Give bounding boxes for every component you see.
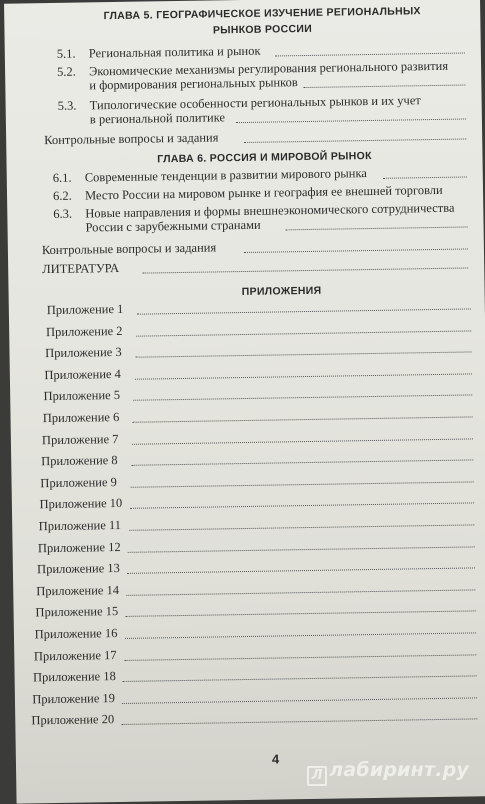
- leader-dots: [133, 416, 473, 422]
- leader-dots: [286, 226, 468, 230]
- appendix-entry: [15, 685, 485, 708]
- appendix-entry-label: Приложение 7: [41, 431, 119, 447]
- appendix-entry: [9, 318, 485, 341]
- toc-entry-5-1: [56, 40, 477, 61]
- toc-entry-number: 6.3.: [53, 206, 73, 221]
- appendix-entry: [11, 469, 485, 492]
- appendix-entry-label: Приложение 20: [31, 712, 115, 728]
- leader-dots: [132, 438, 473, 444]
- appendix-entry: [11, 447, 485, 470]
- toc-entry-title: Контрольные вопросы и задания: [44, 130, 219, 148]
- appendix-entry: [15, 663, 485, 686]
- leader-dots: [126, 611, 476, 617]
- appendix-entry-label: Приложение 19: [32, 690, 116, 707]
- appendix-entry-label: Приложение 17: [33, 647, 117, 663]
- toc-entry-number: 5.3.: [57, 98, 77, 113]
- appendix-entry-label: Приложение 8: [41, 453, 118, 469]
- appendix-entry-label: Приложение 6: [42, 409, 120, 426]
- appendix-entry: [13, 555, 485, 578]
- leader-dots: [126, 589, 475, 595]
- toc-entry-5-2: [57, 58, 477, 95]
- leader-dots: [123, 676, 477, 683]
- toc-entry-number: 6.1.: [52, 170, 72, 185]
- appendix-entry: [11, 426, 485, 449]
- toc-entry-number: 6.2.: [52, 188, 72, 203]
- leader-dots: [122, 719, 478, 726]
- toc-entry-number: 5.2.: [56, 64, 76, 79]
- leader-dots: [383, 176, 467, 178]
- toc-entry-title: Контрольные вопросы и задания: [41, 240, 217, 258]
- appendix-entry: [10, 383, 485, 406]
- leader-dots: [134, 373, 471, 379]
- leader-dots: [128, 546, 475, 552]
- appendix-entry: [9, 339, 485, 362]
- toc-entry-title: Экономические механизмы регулирования регионального развития: [88, 58, 449, 79]
- leader-dots: [125, 632, 476, 639]
- toc-questions-ch6: [42, 236, 480, 257]
- chapter5-title: [44, 2, 480, 41]
- toc-entry-title: ЛИТЕРАТУРА: [42, 260, 120, 277]
- chapter6-title: [46, 146, 482, 169]
- appendix-entry: [13, 577, 485, 600]
- appendix-entry-label: Приложение 18: [32, 669, 116, 685]
- book-page: [4, 0, 485, 804]
- leader-dots: [275, 53, 465, 57]
- appendix-entry-label: Приложение 13: [36, 561, 120, 577]
- appendix-entry: [10, 404, 485, 427]
- leader-dots: [130, 503, 474, 509]
- appendix-entry-label: Приложение 4: [44, 366, 121, 382]
- toc-entry-6-3: [53, 200, 479, 237]
- appendix-title-text: ПРИЛОЖЕНИЯ: [241, 284, 322, 299]
- chapter5-title-line1: ГЛАВА 5. ГЕОГРАФИЧЕСКОЕ ИЗУЧЕНИЕ РЕГИОНАЛЬНЫХ: [103, 5, 421, 23]
- leader-dots: [142, 267, 468, 273]
- leader-dots: [127, 568, 475, 574]
- toc-entry-title: Современные тенденции в развитии мирового рынка: [84, 166, 367, 185]
- leader-dots: [244, 248, 468, 253]
- toc-entry-title-cont: и формирования региональных рынков: [89, 75, 298, 93]
- appendix-entry: [12, 534, 485, 557]
- appendix-entry: [15, 707, 485, 730]
- leader-dots: [129, 524, 474, 530]
- appendix-entry-label: Приложение 10: [39, 496, 123, 512]
- leader-dots: [303, 85, 465, 89]
- toc-questions-ch5: [44, 126, 478, 147]
- appendix-list: [9, 296, 485, 743]
- appendix-entry-label: Приложение 11: [38, 517, 122, 534]
- appendix-entry-label: Приложение 2: [45, 323, 123, 339]
- appendix-entry-label: Приложение 15: [35, 604, 119, 620]
- appendix-entry-label: Приложение 16: [34, 626, 118, 642]
- appendix-entry: [14, 642, 485, 665]
- toc-entry-5-3: [58, 92, 478, 129]
- leader-dots: [236, 118, 466, 123]
- leader-dots: [135, 352, 471, 358]
- leader-dots: [122, 697, 477, 704]
- toc-entry-title: Типологические особенности региональных рынков и их учет: [89, 93, 421, 113]
- leader-dots: [244, 138, 466, 142]
- appendix-entry-label: Приложение 3: [45, 345, 122, 361]
- watermark: [307, 759, 469, 786]
- leader-dots: [131, 460, 473, 466]
- page-number: 4: [271, 751, 280, 767]
- chapter6-title-text: ГЛАВА 6. РОССИЯ И МИРОВОЙ РЫНОК: [157, 149, 372, 166]
- toc-literature: [42, 255, 480, 276]
- leader-dots: [134, 395, 473, 401]
- leader-dots: [130, 481, 473, 487]
- appendix-entry-label: Приложение 12: [37, 539, 121, 555]
- toc-entry-title: Место России на мировом рынке и география ее внешней торговли: [84, 182, 443, 203]
- appendix-entry-label: Приложение 1: [46, 301, 124, 318]
- watermark-logo-icon: Л: [307, 766, 327, 786]
- leader-dots: [124, 654, 476, 661]
- watermark-text: лабиринт.ру: [329, 759, 469, 781]
- toc-entry-title-cont: в региональной политике: [89, 110, 226, 127]
- appendix-entry-label: Приложение 9: [40, 474, 117, 491]
- toc-entry-title-cont: России с зарубежными странами: [85, 217, 261, 235]
- appendix-entry: [14, 620, 485, 643]
- appendix-entry: [13, 599, 485, 622]
- toc-entry-title: Региональная политика и рынок: [88, 43, 261, 61]
- appendix-entry: [12, 491, 485, 514]
- appendix-entry: [12, 512, 485, 535]
- chapter5-title-line2: РЫНКОВ РОССИИ: [212, 22, 313, 37]
- leader-dots: [137, 308, 471, 314]
- appendix-entry-label: Приложение 5: [43, 388, 121, 404]
- toc-entry-number: 5.1.: [56, 46, 76, 61]
- appendix-entry-label: Приложение 14: [36, 582, 120, 599]
- appendix-entry: [10, 361, 485, 384]
- leader-dots: [136, 330, 471, 336]
- toc-entry-title: Новые направления и формы внешнеэкономического сотрудничества: [85, 200, 455, 221]
